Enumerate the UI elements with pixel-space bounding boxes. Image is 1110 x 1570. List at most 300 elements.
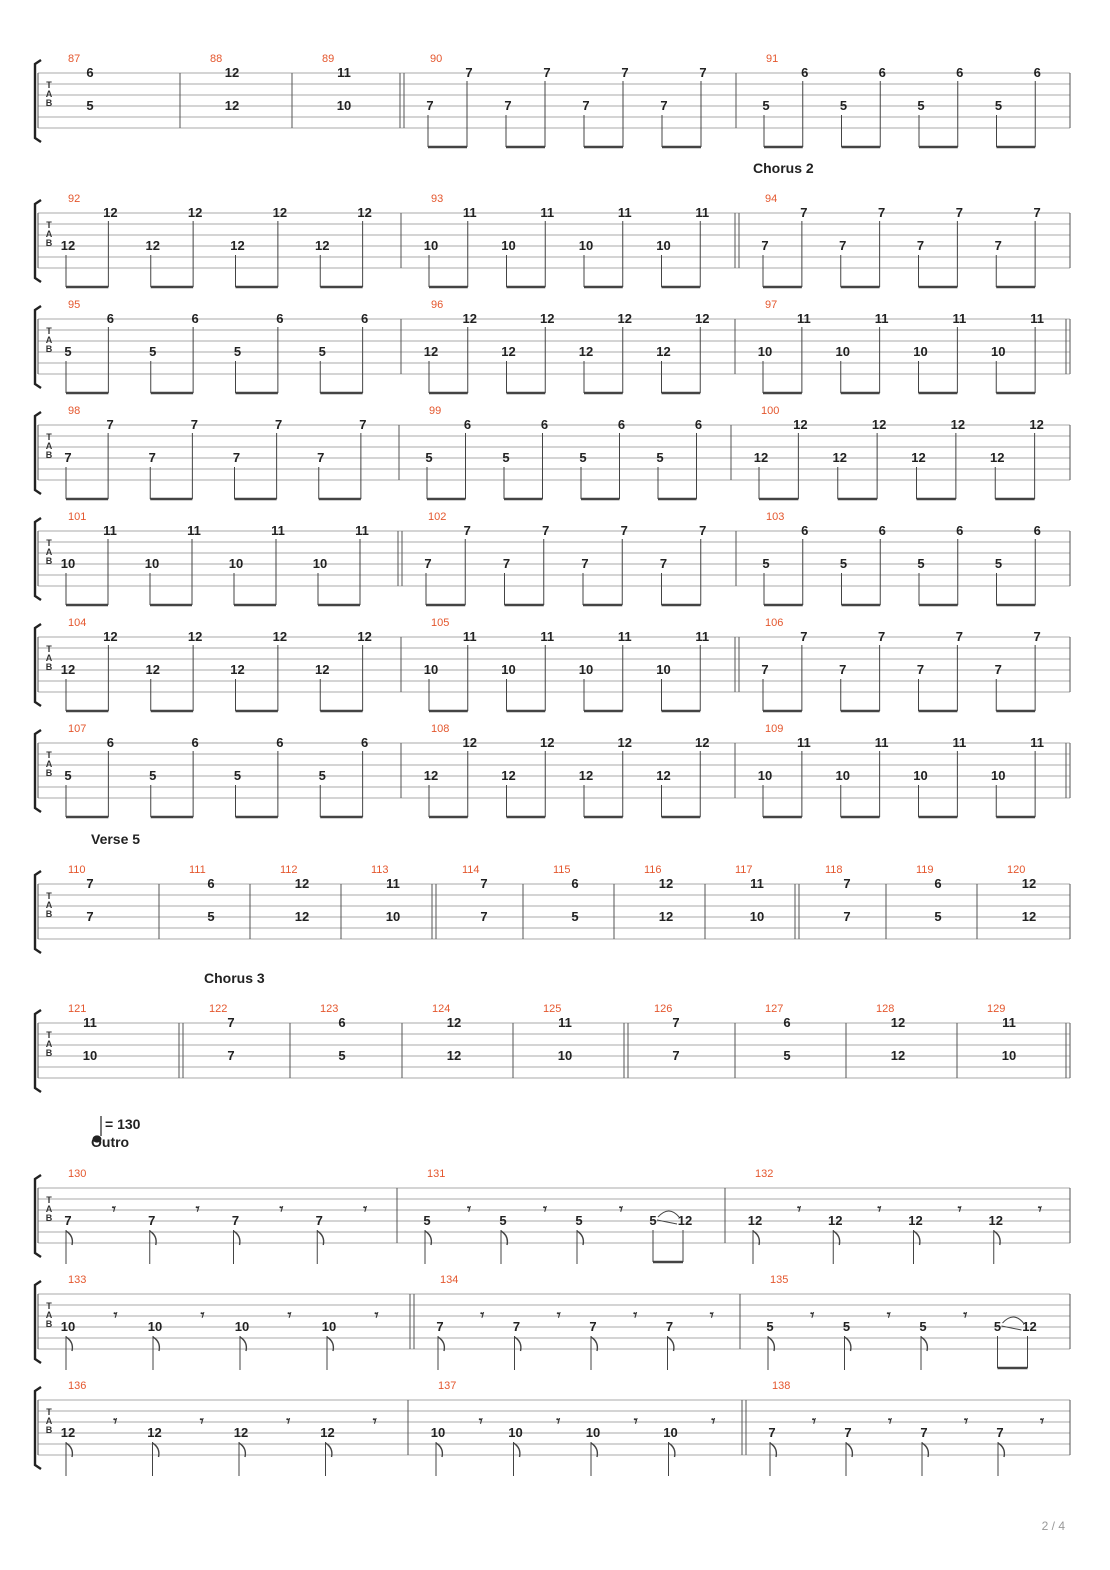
fret-number: 5 xyxy=(934,909,942,924)
fret-number: 7 xyxy=(665,1319,674,1334)
fret-number: 7 xyxy=(800,205,808,220)
fret-number: 5 xyxy=(318,768,326,783)
fret-number: 6 xyxy=(106,735,114,750)
fret-number: 7 xyxy=(916,662,925,677)
measure-number: 103 xyxy=(766,511,785,523)
fret-number: 12 xyxy=(103,629,118,644)
fret-number: 10 xyxy=(578,662,594,677)
fret-number: 7 xyxy=(317,450,325,465)
fret-number: 12 xyxy=(224,98,240,113)
tab-clef-letter: B xyxy=(45,909,53,919)
fret-number: 7 xyxy=(659,556,668,571)
fret-number: 10 xyxy=(501,662,516,677)
measure-number: 132 xyxy=(755,1168,774,1180)
tab-clef-letter: T xyxy=(46,1407,52,1417)
fret-number: 7 xyxy=(512,1319,521,1334)
measure-number: 107 xyxy=(68,723,87,735)
fret-number: 10 xyxy=(991,344,1006,359)
fret-number: 10 xyxy=(991,768,1006,783)
fret-number: 7 xyxy=(64,450,72,465)
fret-number: 11 xyxy=(355,523,369,538)
eighth-rest: 𝄾 xyxy=(711,1412,716,1430)
fret-number: 5 xyxy=(149,768,157,783)
fret-number: 5 xyxy=(917,98,925,113)
eighth-rest: 𝄾 xyxy=(287,1306,292,1324)
measure-number: 134 xyxy=(440,1274,459,1286)
tab-clef-letter: A xyxy=(45,547,53,557)
measure-number: 96 xyxy=(431,299,444,311)
fret-number: 11 xyxy=(750,876,764,891)
fret-number: 5 xyxy=(993,1319,1002,1334)
fret-number: 12 xyxy=(908,1213,923,1228)
eighth-rest: 𝄾 xyxy=(195,1200,200,1218)
eighth-rest: 𝄾 xyxy=(633,1306,638,1324)
fret-number: 12 xyxy=(540,735,555,750)
measure-number: 137 xyxy=(438,1380,457,1392)
measure-number: 90 xyxy=(430,53,443,65)
fret-number: 7 xyxy=(148,450,156,465)
fret-number: 5 xyxy=(318,344,326,359)
fret-number: 6 xyxy=(1033,523,1041,538)
fret-number: 10 xyxy=(835,344,850,359)
fret-number: 12 xyxy=(357,205,372,220)
eighth-rest: 𝄾 xyxy=(556,1412,561,1430)
fret-number: 10 xyxy=(228,556,244,571)
staff-system xyxy=(35,871,1070,953)
fret-number: 11 xyxy=(952,735,967,750)
fret-number: 5 xyxy=(656,450,664,465)
fret-number: 7 xyxy=(955,205,963,220)
fret-number: 12 xyxy=(103,205,118,220)
fret-number: 6 xyxy=(878,523,886,538)
measure-number: 94 xyxy=(765,193,778,205)
staff-system xyxy=(35,1281,1070,1370)
measure-number: 102 xyxy=(428,511,447,523)
section-label: Chorus 2 xyxy=(753,160,814,176)
fret-number: 11 xyxy=(462,629,477,644)
fret-number: 7 xyxy=(227,1048,235,1063)
measure-number: 97 xyxy=(765,299,778,311)
fret-number: 12 xyxy=(890,1015,906,1030)
fret-number: 6 xyxy=(276,735,284,750)
measure-number: 101 xyxy=(68,511,87,523)
fret-number: 12 xyxy=(695,735,710,750)
eighth-rest: 𝄾 xyxy=(200,1306,205,1324)
fret-number: 7 xyxy=(463,523,471,538)
tab-clef-letter: T xyxy=(46,644,52,654)
fret-number: 10 xyxy=(757,768,773,783)
eighth-rest: 𝄾 xyxy=(957,1200,962,1218)
tab-clef-letter: B xyxy=(45,1425,53,1435)
tab-clef-letter: B xyxy=(45,98,53,108)
fret-number: 12 xyxy=(224,65,240,80)
fret-number: 12 xyxy=(677,1213,693,1228)
fret-number: 5 xyxy=(502,450,510,465)
staff-system xyxy=(35,60,1070,147)
measure-number: 99 xyxy=(429,405,442,417)
fret-number: 12 xyxy=(540,311,555,326)
fret-number: 7 xyxy=(275,417,283,432)
fret-number: 7 xyxy=(878,629,886,644)
fret-number: 10 xyxy=(913,768,928,783)
fret-number: 6 xyxy=(878,65,886,80)
fret-number: 12 xyxy=(145,662,160,677)
fret-number: 11 xyxy=(695,205,710,220)
fret-number: 5 xyxy=(64,768,72,783)
fret-number: 12 xyxy=(988,1213,1003,1228)
fret-number: 12 xyxy=(233,1425,249,1440)
fret-number: 5 xyxy=(917,556,925,571)
fret-number: 11 xyxy=(540,205,555,220)
fret-number: 7 xyxy=(672,1048,680,1063)
fret-number: 7 xyxy=(190,417,198,432)
fret-number: 7 xyxy=(768,1425,776,1440)
fret-number: 12 xyxy=(230,662,245,677)
fret-number: 12 xyxy=(890,1048,906,1063)
fret-number: 5 xyxy=(766,1319,774,1334)
fret-number: 12 xyxy=(1021,876,1037,891)
fret-number: 12 xyxy=(871,417,887,432)
tab-clef-letter: T xyxy=(46,432,52,442)
fret-number: 7 xyxy=(699,523,707,538)
measure-number: 125 xyxy=(543,1003,562,1015)
measure-number: 124 xyxy=(432,1003,451,1015)
fret-number: 12 xyxy=(272,205,288,220)
fret-number: 11 xyxy=(797,311,811,326)
fret-number: 12 xyxy=(617,311,632,326)
tab-clef-letter: B xyxy=(45,1319,53,1329)
fret-number: 12 xyxy=(753,450,769,465)
fret-number: 12 xyxy=(145,238,160,253)
fret-number: 6 xyxy=(338,1015,346,1030)
measure-number: 135 xyxy=(770,1274,789,1286)
eighth-rest: 𝄾 xyxy=(619,1200,623,1218)
fret-number: 7 xyxy=(916,238,925,253)
eighth-rest: 𝄾 xyxy=(363,1200,368,1218)
eighth-rest: 𝄾 xyxy=(633,1412,638,1430)
fret-number: 5 xyxy=(499,1213,507,1228)
tab-clef-letter: A xyxy=(45,1204,53,1214)
fret-number: 7 xyxy=(504,98,512,113)
fret-number: 5 xyxy=(839,556,848,571)
fret-number: 7 xyxy=(672,1015,680,1030)
fret-number: 7 xyxy=(582,98,590,113)
fret-number: 7 xyxy=(231,1213,240,1228)
tab-clef-letter: A xyxy=(45,1310,53,1320)
tab-clef-letter: A xyxy=(45,653,53,663)
fret-number: 12 xyxy=(60,662,76,677)
fret-number: 10 xyxy=(385,909,401,924)
fret-number: 12 xyxy=(658,876,674,891)
fret-number: 11 xyxy=(187,523,201,538)
measure-number: 104 xyxy=(68,617,87,629)
fret-number: 12 xyxy=(423,344,439,359)
tab-clef-letter: T xyxy=(46,1030,52,1040)
fret-number: 10 xyxy=(501,238,516,253)
fret-number: 6 xyxy=(694,417,703,432)
fret-number: 6 xyxy=(106,311,114,326)
fret-number: 5 xyxy=(233,344,242,359)
fret-number: 5 xyxy=(207,909,215,924)
fret-number: 7 xyxy=(424,556,432,571)
measure-number: 87 xyxy=(68,53,81,65)
fret-number: 7 xyxy=(955,629,963,644)
fret-number: 7 xyxy=(86,876,94,891)
fret-number: 7 xyxy=(843,909,851,924)
fret-number: 6 xyxy=(1033,65,1041,80)
fret-number: 6 xyxy=(801,65,809,80)
fret-number: 11 xyxy=(558,1015,572,1030)
fret-number: 6 xyxy=(276,311,284,326)
fret-number: 5 xyxy=(233,768,242,783)
tab-clef-letter: A xyxy=(45,1416,53,1426)
tab-clef-letter: B xyxy=(45,768,53,778)
fret-number: 5 xyxy=(919,1319,927,1334)
fret-number: 7 xyxy=(436,1319,444,1334)
tab-clef-letter: T xyxy=(46,750,52,760)
fret-number: 7 xyxy=(660,98,668,113)
measure-number: 114 xyxy=(462,864,480,876)
fret-number: 7 xyxy=(581,556,589,571)
measure-number: 130 xyxy=(68,1168,87,1180)
tab-clef-letter: B xyxy=(45,344,53,354)
fret-number: 10 xyxy=(60,1319,76,1334)
fret-number: 7 xyxy=(589,1319,597,1334)
fret-number: 12 xyxy=(294,876,310,891)
fret-number: 11 xyxy=(83,1015,97,1030)
measure-number: 129 xyxy=(987,1003,1006,1015)
tab-clef-letter: B xyxy=(45,1213,53,1223)
fret-number: 11 xyxy=(337,65,351,80)
fret-number: 12 xyxy=(230,238,245,253)
tempo-marking: = 130 xyxy=(105,1116,141,1132)
fret-number: 10 xyxy=(508,1425,523,1440)
measure-number: 126 xyxy=(654,1003,673,1015)
fret-number: 7 xyxy=(844,1425,852,1440)
tab-clef-letter: T xyxy=(46,220,52,230)
fret-number: 12 xyxy=(60,1425,76,1440)
tab-clef-letter: B xyxy=(45,1048,53,1058)
measure-number: 116 xyxy=(644,864,662,876)
fret-number: 11 xyxy=(1030,311,1044,326)
staff-system xyxy=(35,1116,1070,1264)
tab-clef-letter: T xyxy=(46,326,52,336)
fret-number: 7 xyxy=(359,417,367,432)
fret-number: 12 xyxy=(501,344,516,359)
eighth-rest: 𝄾 xyxy=(886,1306,891,1324)
fret-number: 10 xyxy=(757,344,773,359)
measure-number: 92 xyxy=(68,193,81,205)
fret-number: 7 xyxy=(426,98,434,113)
eighth-rest: 𝄾 xyxy=(113,1306,118,1324)
fret-number: 10 xyxy=(336,98,352,113)
fret-number: 12 xyxy=(272,629,288,644)
fret-number: 6 xyxy=(956,523,964,538)
fret-number: 12 xyxy=(423,768,439,783)
measure-number: 131 xyxy=(427,1168,446,1180)
fret-number: 5 xyxy=(579,450,587,465)
fret-number: 12 xyxy=(578,768,594,783)
measure-number: 88 xyxy=(210,53,223,65)
fret-number: 12 xyxy=(990,450,1005,465)
fret-number: 5 xyxy=(149,344,157,359)
fret-number: 5 xyxy=(425,450,433,465)
eighth-rest: 𝄾 xyxy=(372,1412,377,1430)
measure-number: 98 xyxy=(68,405,81,417)
tab-clef-letter: B xyxy=(45,238,53,248)
fret-number: 12 xyxy=(578,344,594,359)
fret-number: 12 xyxy=(950,417,966,432)
tab-clef-letter: A xyxy=(45,900,53,910)
fret-number: 7 xyxy=(839,662,847,677)
staff-system xyxy=(35,1010,1070,1092)
fret-number: 7 xyxy=(64,1213,72,1228)
fret-number: 7 xyxy=(1033,205,1041,220)
eighth-rest: 𝄾 xyxy=(467,1200,471,1218)
fret-number: 7 xyxy=(480,909,488,924)
tab-clef-letter: T xyxy=(46,538,52,548)
eighth-rest: 𝄾 xyxy=(478,1412,483,1430)
eighth-rest: 𝄾 xyxy=(888,1412,892,1430)
fret-number: 6 xyxy=(191,735,199,750)
fret-number: 7 xyxy=(800,629,808,644)
fret-number: 5 xyxy=(575,1213,583,1228)
fret-number: 7 xyxy=(480,876,488,891)
fret-number: 12 xyxy=(656,344,671,359)
fret-number: 12 xyxy=(462,311,477,326)
measure-number: 111 xyxy=(189,864,206,876)
fret-number: 6 xyxy=(361,735,369,750)
fret-number: 12 xyxy=(656,768,671,783)
fret-number: 10 xyxy=(578,238,594,253)
fret-number: 10 xyxy=(144,556,160,571)
fret-number: 12 xyxy=(828,1213,843,1228)
fret-number: 12 xyxy=(911,450,926,465)
staff-system xyxy=(35,1387,1070,1476)
fret-number: 10 xyxy=(585,1425,601,1440)
fret-number: 12 xyxy=(658,909,674,924)
measure-number: 136 xyxy=(68,1380,87,1392)
fret-number: 12 xyxy=(1021,909,1037,924)
fret-number: 6 xyxy=(86,65,94,80)
fret-number: 5 xyxy=(994,98,1003,113)
tab-clef-letter: A xyxy=(45,229,53,239)
fret-number: 7 xyxy=(1033,629,1041,644)
fret-number: 11 xyxy=(874,311,889,326)
tab-clef-letter: A xyxy=(45,441,53,451)
fret-number: 12 xyxy=(187,629,203,644)
measure-number: 128 xyxy=(876,1003,895,1015)
fret-number: 5 xyxy=(783,1048,791,1063)
section-label: Chorus 3 xyxy=(204,970,265,986)
measure-number: 100 xyxy=(761,405,780,417)
tab-clef-letter: A xyxy=(45,1039,53,1049)
measure-number: 89 xyxy=(322,53,335,65)
fret-number: 5 xyxy=(839,98,848,113)
eighth-rest: 𝄾 xyxy=(111,1200,116,1218)
fret-number: 6 xyxy=(783,1015,791,1030)
measure-number: 121 xyxy=(68,1003,87,1015)
fret-number: 6 xyxy=(617,417,626,432)
fret-number: 11 xyxy=(1030,735,1044,750)
eighth-rest: 𝄾 xyxy=(963,1306,968,1324)
fret-number: 12 xyxy=(315,238,330,253)
fret-number: 5 xyxy=(338,1048,346,1063)
fret-number: 7 xyxy=(994,238,1002,253)
tab-clef-letter: T xyxy=(46,891,52,901)
fret-number: 11 xyxy=(874,735,889,750)
eighth-rest: 𝄾 xyxy=(1040,1412,1044,1430)
fret-number: 10 xyxy=(60,556,76,571)
fret-number: 12 xyxy=(294,909,310,924)
measure-number: 122 xyxy=(209,1003,228,1015)
tab-clef-letter: T xyxy=(46,1301,52,1311)
fret-number: 10 xyxy=(423,662,439,677)
fret-number: 7 xyxy=(543,65,551,80)
tab-clef-letter: T xyxy=(46,80,52,90)
fret-number: 5 xyxy=(762,556,770,571)
fret-number: 6 xyxy=(956,65,964,80)
slur xyxy=(658,1211,679,1217)
fret-number: 10 xyxy=(656,662,671,677)
eighth-rest: 𝄾 xyxy=(556,1306,561,1324)
fret-number: 5 xyxy=(423,1213,431,1228)
fret-number: 10 xyxy=(663,1425,678,1440)
page-number: 2 / 4 xyxy=(1041,1519,1065,1533)
fret-number: 10 xyxy=(749,909,765,924)
eighth-rest: 𝄾 xyxy=(279,1200,284,1218)
measure-number: 112 xyxy=(280,864,298,876)
measure-number: 113 xyxy=(371,864,389,876)
fret-number: 10 xyxy=(835,768,850,783)
fret-number: 11 xyxy=(695,629,710,644)
measure-number: 95 xyxy=(68,299,81,311)
measure-number: 138 xyxy=(772,1380,791,1392)
fret-number: 12 xyxy=(617,735,632,750)
eighth-rest: 𝄾 xyxy=(199,1412,204,1430)
fret-number: 7 xyxy=(699,65,707,80)
fret-number: 11 xyxy=(617,629,632,644)
fret-number: 12 xyxy=(1022,1319,1037,1334)
fret-number: 7 xyxy=(232,450,241,465)
tab-clef-letter: T xyxy=(46,1195,52,1205)
fret-number: 5 xyxy=(571,909,579,924)
fret-number: 5 xyxy=(762,98,770,113)
fret-number: 7 xyxy=(761,662,769,677)
fret-number: 12 xyxy=(793,417,808,432)
fret-number: 6 xyxy=(540,417,549,432)
eighth-rest: 𝄾 xyxy=(374,1306,379,1324)
fret-number: 10 xyxy=(234,1319,250,1334)
measure-number: 120 xyxy=(1007,864,1026,876)
fret-number: 6 xyxy=(361,311,369,326)
measure-number: 105 xyxy=(431,617,450,629)
measure-number: 127 xyxy=(765,1003,784,1015)
eighth-rest: 𝄾 xyxy=(964,1412,968,1430)
fret-number: 12 xyxy=(446,1048,462,1063)
fret-number: 12 xyxy=(747,1213,763,1228)
section-label: Verse 5 xyxy=(91,831,141,847)
fret-number: 6 xyxy=(207,876,215,891)
tab-clef-letter: A xyxy=(45,89,53,99)
fret-number: 6 xyxy=(571,876,579,891)
eighth-rest: 𝄾 xyxy=(877,1200,882,1218)
fret-number: 6 xyxy=(934,876,942,891)
measure-number: 123 xyxy=(320,1003,339,1015)
fret-number: 12 xyxy=(501,768,516,783)
measure-number: 110 xyxy=(68,864,86,876)
eighth-rest: 𝄾 xyxy=(480,1306,485,1324)
